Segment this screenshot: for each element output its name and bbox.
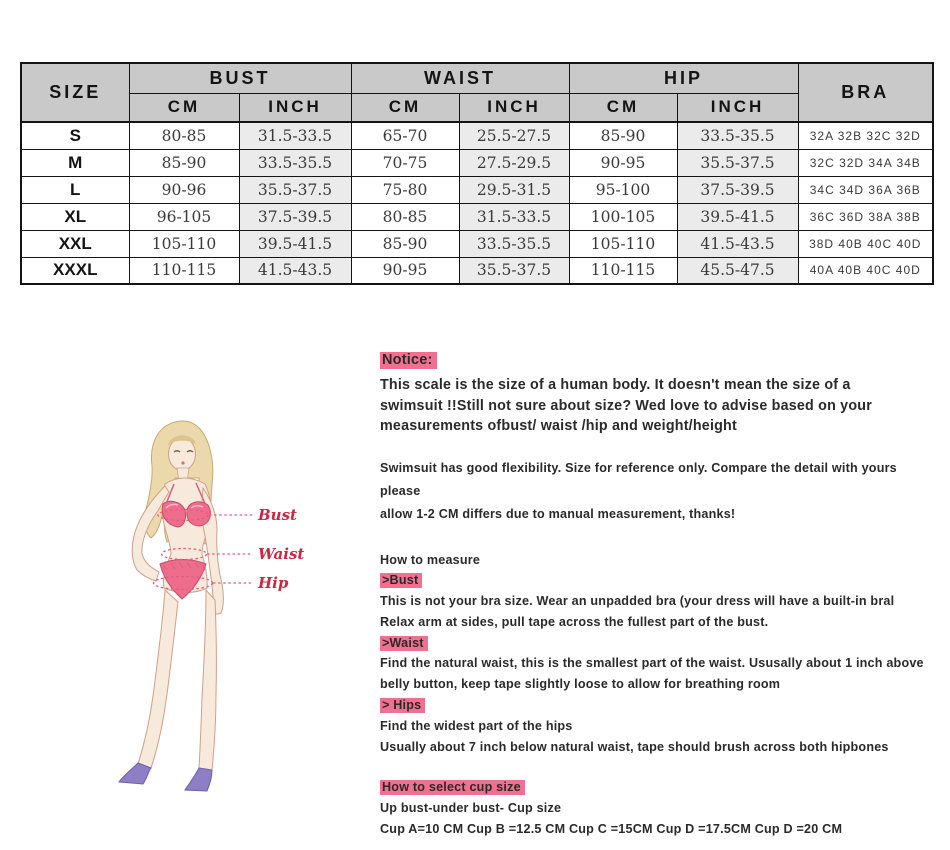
hip-inch-cell: 35.5-37.5 bbox=[677, 149, 798, 176]
hip-cm-cell: 95-100 bbox=[569, 176, 677, 203]
bust-label: Bust bbox=[258, 506, 297, 524]
waist-cm-cell: 90-95 bbox=[351, 257, 459, 284]
notice-body bbox=[380, 375, 936, 437]
header-waist-inch: INCH bbox=[459, 93, 569, 122]
waist-instruction-line: belly button, keep tape slightly loose to allow for breathing room bbox=[380, 677, 781, 692]
header-hip-cm: CM bbox=[569, 93, 677, 122]
flexibility-line: Swimsuit has good flexibility. Size for reference only. Compare the detail with yours please bbox=[380, 460, 897, 498]
hip-inch-cell: 33.5-35.5 bbox=[677, 122, 798, 149]
size-cell: L bbox=[21, 176, 129, 203]
bust-cm-cell: 96-105 bbox=[129, 203, 239, 230]
header-size: SIZE bbox=[21, 63, 129, 122]
bust-cm-cell: 85-90 bbox=[129, 149, 239, 176]
table-row bbox=[21, 203, 933, 230]
size-cell: XXXL bbox=[21, 257, 129, 284]
bust-cm-cell: 110-115 bbox=[129, 257, 239, 284]
hip-cm-cell: 100-105 bbox=[569, 203, 677, 230]
bust-inch-cell: 39.5-41.5 bbox=[239, 230, 351, 257]
header-bust-cm: CM bbox=[129, 93, 239, 122]
waist-inch-cell: 31.5-33.5 bbox=[459, 203, 569, 230]
header-waist-cm: CM bbox=[351, 93, 459, 122]
hip-inch-cell: 45.5-47.5 bbox=[677, 257, 798, 284]
right-leg bbox=[199, 590, 216, 770]
right-shoe bbox=[185, 768, 212, 791]
waist-inch-cell: 29.5-31.5 bbox=[459, 176, 569, 203]
hip-inch-cell: 41.5-43.5 bbox=[677, 230, 798, 257]
bust-inch-cell: 37.5-39.5 bbox=[239, 203, 351, 230]
left-leg bbox=[138, 590, 178, 768]
flexibility-line: allow 1-2 CM differs due to manual measurement, thanks! bbox=[380, 506, 736, 521]
size-chart-table bbox=[20, 62, 934, 285]
size-cell: S bbox=[21, 122, 129, 149]
bust-inch-cell: 31.5-33.5 bbox=[239, 122, 351, 149]
notice-heading-text: Notice: bbox=[380, 352, 437, 369]
waist-cm-cell: 80-85 bbox=[351, 203, 459, 230]
waist-cm-cell: 85-90 bbox=[351, 230, 459, 257]
how-to-measure-section bbox=[380, 550, 936, 758]
hip-inch-cell: 37.5-39.5 bbox=[677, 176, 798, 203]
figure-illustration bbox=[103, 418, 363, 818]
notice-line: measurements ofbust/ waist /hip and weight/height bbox=[380, 418, 737, 434]
hips-instruction-line: Usually about 7 inch below natural waist, tape should brush across both hipbones bbox=[380, 739, 889, 754]
bust-instruction-line: This is not your bra size. Wear an unpadded bra (your dress will have a built-in bral bbox=[380, 594, 895, 609]
waist-inch-cell: 27.5-29.5 bbox=[459, 149, 569, 176]
notice-line: swimsuit !!Still not sure about size? Wed love to advise based on your bbox=[380, 397, 872, 414]
bust-section-label: >Bust bbox=[380, 570, 936, 591]
table-header-row-groups bbox=[21, 63, 933, 93]
table-row bbox=[21, 257, 933, 284]
table-row bbox=[21, 176, 933, 203]
bra-cell: 40A 40B 40C 40D bbox=[798, 257, 933, 284]
notes-column bbox=[380, 352, 936, 840]
header-hip: HIP bbox=[569, 63, 798, 93]
header-waist: WAIST bbox=[351, 63, 569, 93]
waist-instruction-line: Find the natural waist, this is the smallest part of the waist. Ususally about 1 inch above bbox=[380, 656, 924, 671]
bust-instruction-line: Relax arm at sides, pull tape across the fullest part of the bust. bbox=[380, 614, 769, 629]
notice-line: This scale is the size of a human body. It doesn't mean the size of a bbox=[380, 377, 851, 393]
how-to-measure-heading: How to measure bbox=[380, 552, 481, 567]
bust-inch-cell: 35.5-37.5 bbox=[239, 176, 351, 203]
bra-cell: 38D 40B 40C 40D bbox=[798, 230, 933, 257]
size-cell: XL bbox=[21, 203, 129, 230]
left-shoe bbox=[119, 763, 151, 784]
header-bust: BUST bbox=[129, 63, 351, 93]
header-bust-inch: INCH bbox=[239, 93, 351, 122]
bra-cell: 32A 32B 32C 32D bbox=[798, 122, 933, 149]
waist-inch-cell: 35.5-37.5 bbox=[459, 257, 569, 284]
waist-section-label: >Waist bbox=[380, 633, 936, 654]
lips bbox=[181, 461, 184, 464]
table-row bbox=[21, 230, 933, 257]
cup-size-line: Up bust-under bust- Cup size bbox=[380, 801, 562, 816]
hips-instruction-line: Find the widest part of the hips bbox=[380, 718, 573, 733]
bra-cell: 32C 32D 34A 34B bbox=[798, 149, 933, 176]
table-header-row-units bbox=[21, 93, 933, 122]
hip-inch-cell: 39.5-41.5 bbox=[677, 203, 798, 230]
waist-inch-cell: 25.5-27.5 bbox=[459, 122, 569, 149]
size-cell: M bbox=[21, 149, 129, 176]
flexibility-note bbox=[380, 457, 936, 526]
size-cell: XXL bbox=[21, 230, 129, 257]
header-hip-inch: INCH bbox=[677, 93, 798, 122]
bust-inch-cell: 33.5-35.5 bbox=[239, 149, 351, 176]
bust-cm-cell: 105-110 bbox=[129, 230, 239, 257]
table-row bbox=[21, 149, 933, 176]
hip-cm-cell: 90-95 bbox=[569, 149, 677, 176]
header-bra: BRA bbox=[798, 63, 933, 122]
waist-cm-cell: 75-80 bbox=[351, 176, 459, 203]
hip-cm-cell: 85-90 bbox=[569, 122, 677, 149]
bra-cell: 34C 34D 36A 36B bbox=[798, 176, 933, 203]
bra-cell: 36C 36D 38A 38B bbox=[798, 203, 933, 230]
waist-cm-cell: 70-75 bbox=[351, 149, 459, 176]
table-row bbox=[21, 122, 933, 149]
hip-cm-cell: 105-110 bbox=[569, 230, 677, 257]
waist-inch-cell: 33.5-35.5 bbox=[459, 230, 569, 257]
measurement-figure bbox=[103, 418, 363, 818]
hips-section-label: > Hips bbox=[380, 695, 936, 716]
waist-cm-cell: 65-70 bbox=[351, 122, 459, 149]
hip-cm-cell: 110-115 bbox=[569, 257, 677, 284]
bust-cm-cell: 90-96 bbox=[129, 176, 239, 203]
bust-cm-cell: 80-85 bbox=[129, 122, 239, 149]
notice-heading bbox=[380, 352, 936, 368]
cup-size-section bbox=[380, 777, 936, 839]
cup-size-heading: How to select cup size bbox=[380, 777, 936, 798]
bust-inch-cell: 41.5-43.5 bbox=[239, 257, 351, 284]
hip-label: Hip bbox=[258, 574, 289, 592]
waist-label: Waist bbox=[258, 545, 305, 563]
cup-size-line: Cup A=10 CM Cup B =12.5 CM Cup C =15CM Cup D =17.5CM Cup D =20 CM bbox=[380, 822, 843, 837]
